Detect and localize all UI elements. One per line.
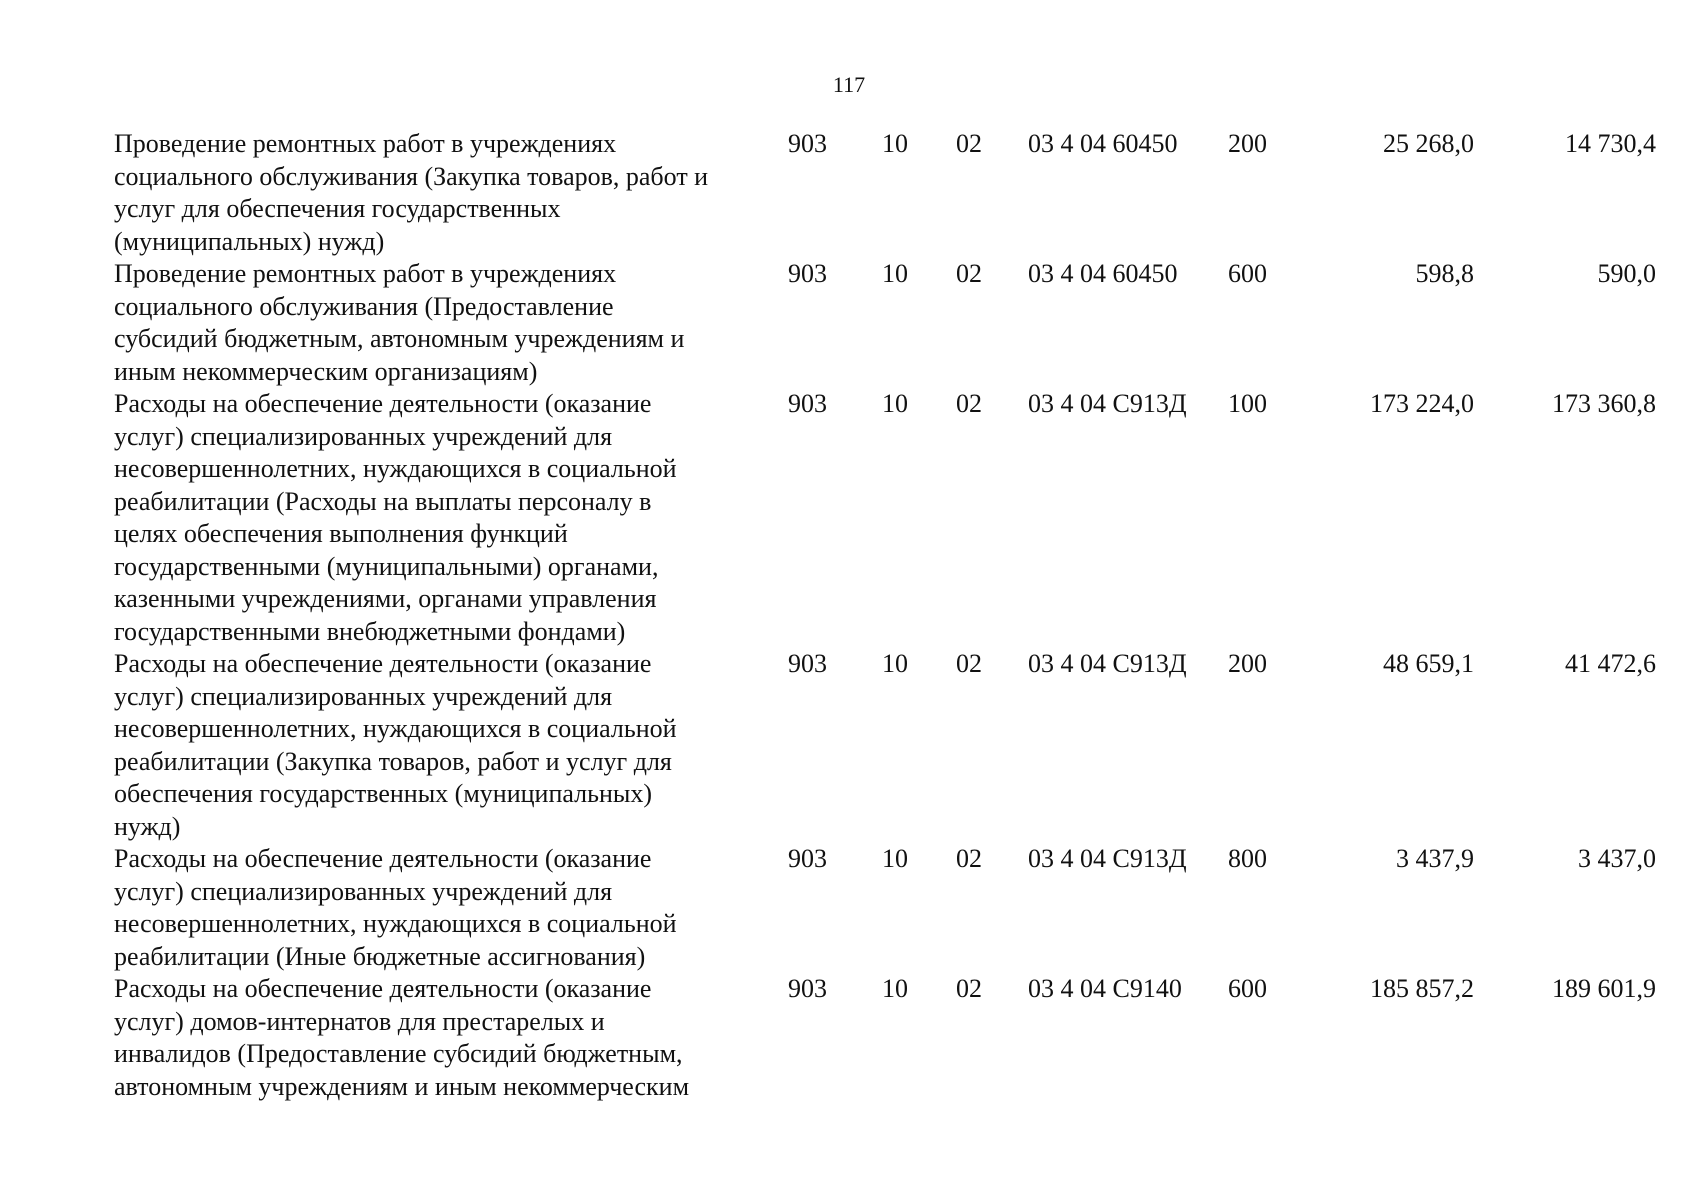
description-cell	[114, 388, 788, 648]
description-line: (муниципальных) нужд)	[114, 226, 385, 256]
section-code-cell: 10	[882, 974, 908, 1003]
expense-type-cell: 200	[1228, 649, 1267, 678]
description-cell	[114, 648, 788, 843]
ved-code-cell: 903	[788, 974, 827, 1003]
amount-year1-cell: 598,8	[1415, 259, 1474, 288]
description-line: государственными внебюджетными фондами)	[114, 616, 626, 646]
section-code-cell: 10	[882, 129, 908, 158]
ved-code-cell: 903	[788, 649, 827, 678]
description-cell	[114, 258, 788, 388]
ved-code-cell: 903	[788, 389, 827, 418]
table-row	[114, 128, 1656, 258]
subsection-code-cell: 02	[956, 389, 982, 418]
description-line: Проведение ремонтных работ в учреждениях	[114, 259, 617, 288]
subsection-code-cell: 02	[956, 649, 982, 678]
expense-type-cell: 800	[1228, 844, 1267, 873]
description-cell	[114, 128, 788, 258]
description-line: несовершеннолетних, нуждающихся в социальной	[114, 454, 677, 483]
expense-type-cell: 100	[1228, 389, 1267, 418]
description-line: услуг) специализированных учреждений для	[114, 421, 613, 451]
description-cell	[114, 973, 788, 1103]
expense-type-cell: 600	[1228, 974, 1267, 1003]
description-line: социального обслуживания (Закупка товаров, работ и	[114, 161, 709, 191]
target-article-cell: 03 4 04 С913Д	[1028, 649, 1187, 678]
description-line: реабилитации (Иные бюджетные ассигнования)	[114, 941, 646, 971]
target-article-cell: 03 4 04 С9140	[1028, 974, 1182, 1003]
subsection-code-cell: 02	[956, 844, 982, 873]
description-line: Расходы на обеспечение деятельности (оказание	[114, 974, 652, 1003]
section-code-cell: 10	[882, 389, 908, 418]
page-number: 117	[832, 72, 866, 97]
ved-code-cell: 903	[788, 844, 827, 873]
table-row	[114, 258, 1656, 388]
amount-year1-cell: 173 224,0	[1370, 389, 1474, 418]
amount-year2-cell: 173 360,8	[1552, 389, 1656, 418]
description-cell	[114, 843, 788, 973]
description-line: инвалидов (Предоставление субсидий бюджетным,	[114, 1039, 683, 1068]
description-line: Расходы на обеспечение деятельности (оказание	[114, 389, 652, 418]
amount-year1-cell: 3 437,9	[1396, 844, 1474, 873]
description-line: реабилитации (Закупка товаров, работ и услуг для	[114, 746, 672, 776]
amount-year1-cell: 48 659,1	[1383, 649, 1474, 678]
expense-type-cell: 600	[1228, 259, 1267, 288]
ved-code-cell: 903	[788, 259, 827, 288]
description-line: обеспечения государственных (муниципальных)	[114, 779, 653, 808]
amount-year2-cell: 41 472,6	[1565, 649, 1656, 678]
target-article-cell: 03 4 04 60450	[1028, 129, 1178, 158]
description-line: нужд)	[114, 811, 181, 841]
description-line: реабилитации (Расходы на выплаты персоналу в	[114, 486, 652, 516]
description-line: несовершеннолетних, нуждающихся в социальной	[114, 714, 677, 743]
table-row	[114, 388, 1656, 648]
subsection-code-cell: 02	[956, 259, 982, 288]
expense-type-cell: 200	[1228, 129, 1267, 158]
table-row	[114, 973, 1656, 1103]
description-line: Расходы на обеспечение деятельности (оказание	[114, 844, 652, 873]
amount-year2-cell: 189 601,9	[1552, 974, 1656, 1003]
budget-table	[114, 128, 1656, 1103]
target-article-cell: 03 4 04 С913Д	[1028, 844, 1187, 873]
description-line: Расходы на обеспечение деятельности (оказание	[114, 649, 652, 678]
description-line: субсидий бюджетным, автономным учреждениям и	[114, 324, 685, 353]
target-article-cell: 03 4 04 60450	[1028, 259, 1178, 288]
section-code-cell: 10	[882, 649, 908, 678]
amount-year2-cell: 14 730,4	[1565, 129, 1656, 158]
ved-code-cell: 903	[788, 129, 827, 158]
amount-year1-cell: 25 268,0	[1383, 129, 1474, 158]
amount-year2-cell: 590,0	[1597, 259, 1656, 288]
description-line: целях обеспечения выполнения функций	[114, 519, 568, 548]
description-line: автономным учреждениям и иным некоммерческим	[114, 1071, 690, 1101]
description-line: казенными учреждениями, органами управления	[114, 584, 657, 613]
target-article-cell: 03 4 04 С913Д	[1028, 389, 1187, 418]
subsection-code-cell: 02	[956, 129, 982, 158]
section-code-cell: 10	[882, 844, 908, 873]
table-body	[114, 128, 1656, 1103]
description-line: несовершеннолетних, нуждающихся в социальной	[114, 909, 677, 938]
subsection-code-cell: 02	[956, 974, 982, 1003]
section-code-cell: 10	[882, 259, 908, 288]
table-row	[114, 648, 1656, 843]
description-line: социального обслуживания (Предоставление	[114, 291, 614, 321]
description-line: услуг для обеспечения государственных	[114, 194, 561, 223]
description-line: услуг) специализированных учреждений для	[114, 681, 613, 711]
table-row	[114, 843, 1656, 973]
amount-year2-cell: 3 437,0	[1578, 844, 1656, 873]
description-line: иным некоммерческим организациям)	[114, 356, 538, 386]
description-line: услуг) специализированных учреждений для	[114, 876, 613, 906]
description-line: услуг) домов-интернатов для престарелых и	[114, 1006, 605, 1036]
description-line: государственными (муниципальными) органами,	[114, 551, 659, 581]
amount-year1-cell: 185 857,2	[1370, 974, 1474, 1003]
description-line: Проведение ремонтных работ в учреждениях	[114, 129, 617, 158]
